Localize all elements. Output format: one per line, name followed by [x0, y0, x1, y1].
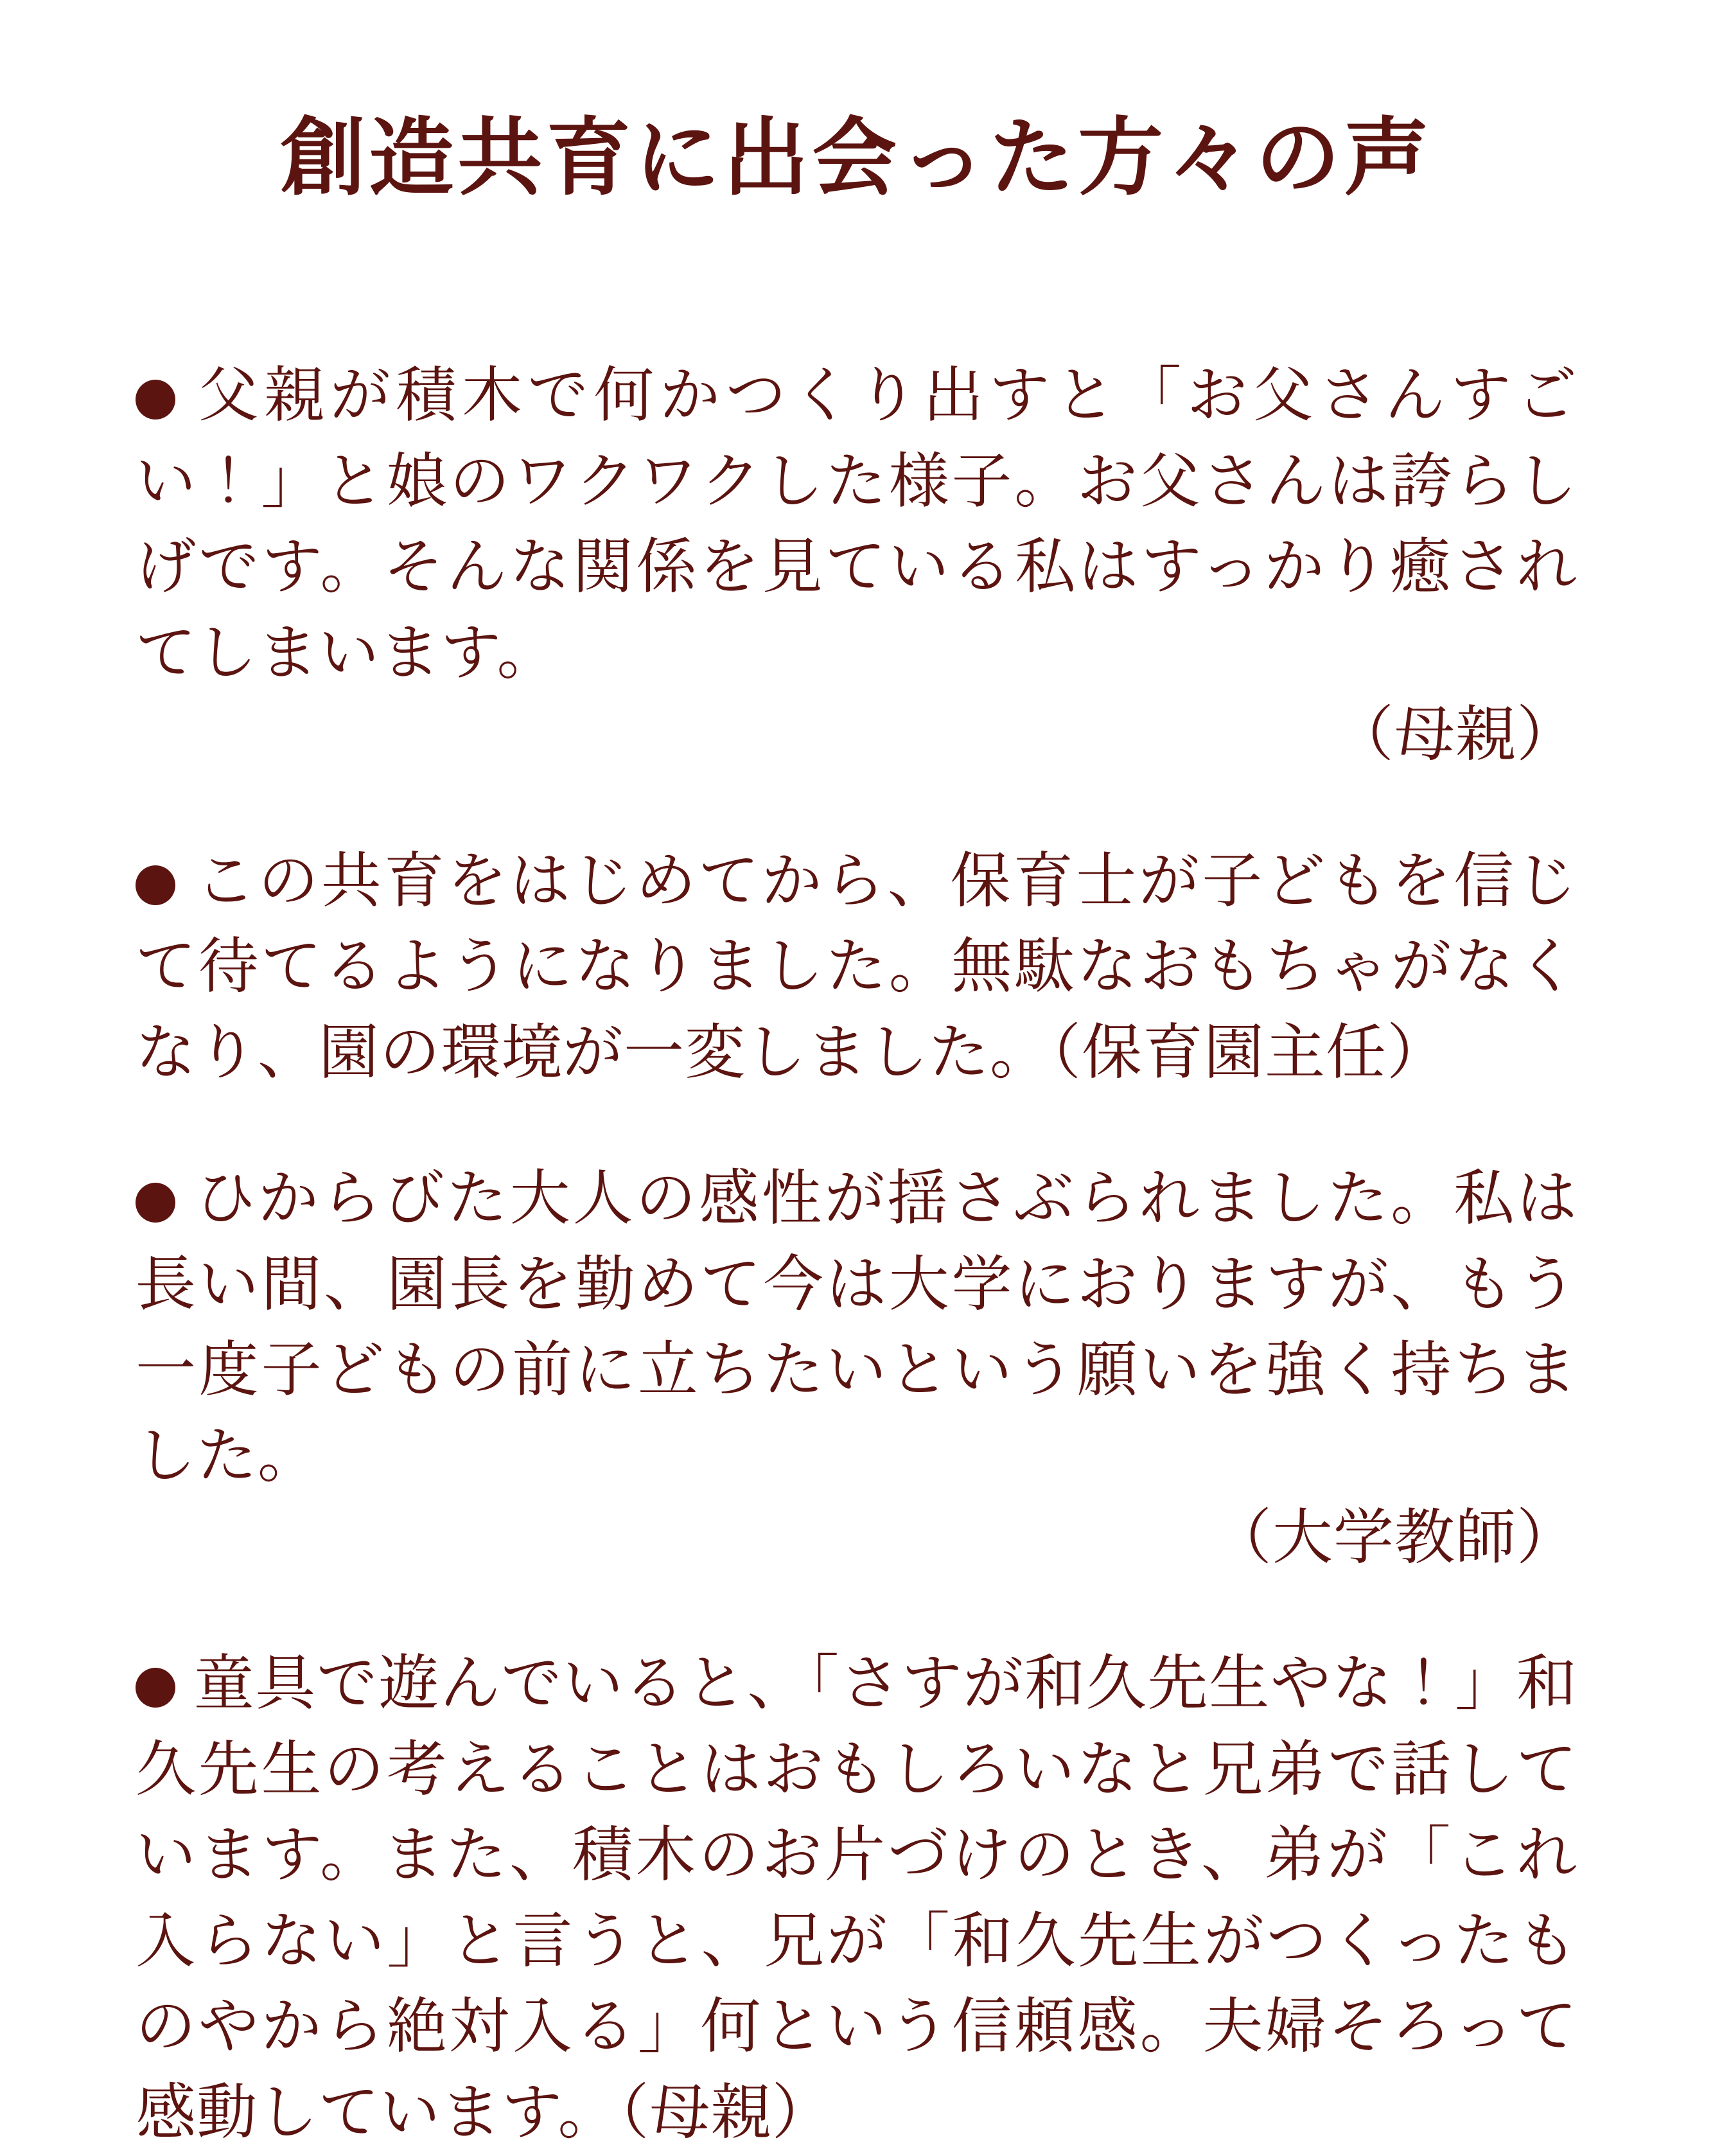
voice-item: [136, 353, 1577, 778]
voice-text: 父親が積木で何かつくり出すと「お父さんすごい！」と娘のワクワクした様子。お父さんは誇らしげです。そんな関係を見ている私はすっかり癒されてしまいます。: [136, 362, 1577, 687]
voice-item: [136, 839, 1577, 1096]
voice-item: [136, 1156, 1577, 1581]
bullet-icon: [136, 1183, 175, 1223]
voice-text: この共育をはじめてから、保育士が子どもを信じて待てるようになりました。無駄なおもちゃがなくなり、園の環境が一変しました。: [136, 847, 1577, 1086]
bullet-icon: [136, 1668, 175, 1708]
voice-attribution: （大学教師）: [1211, 1505, 1577, 1572]
voice-attribution: （保育園主任）: [1051, 1019, 1448, 1086]
bullet-icon: [136, 380, 175, 420]
bullet-icon: [136, 865, 175, 905]
voices-list: [136, 209, 1577, 2156]
voice-attribution: （母親）: [1333, 702, 1577, 769]
voice-text: ひからびた大人の感性が揺さぶられました。私は長い間、園長を勤めて今は大学におりますが、もう一度子どもの前に立ちたいという願いを強く持ちました。: [136, 1165, 1577, 1490]
voice-attribution: （母親）: [619, 2079, 833, 2146]
voice-text: 童具で遊んでいると、「さすが和久先生やな！」和久先生の考えることはおもしろいなと兄弟で話しています。また、積木のお片づけのとき、弟が「これ入らない」と言うと、兄が「和久先生がつくったものやから絶対入る」何という信頼感。夫婦そろって感動しています。: [136, 1650, 1577, 2146]
voice-item: [136, 1641, 1577, 2156]
page-title: 創造共育に出会った方々の声: [280, 111, 1433, 206]
